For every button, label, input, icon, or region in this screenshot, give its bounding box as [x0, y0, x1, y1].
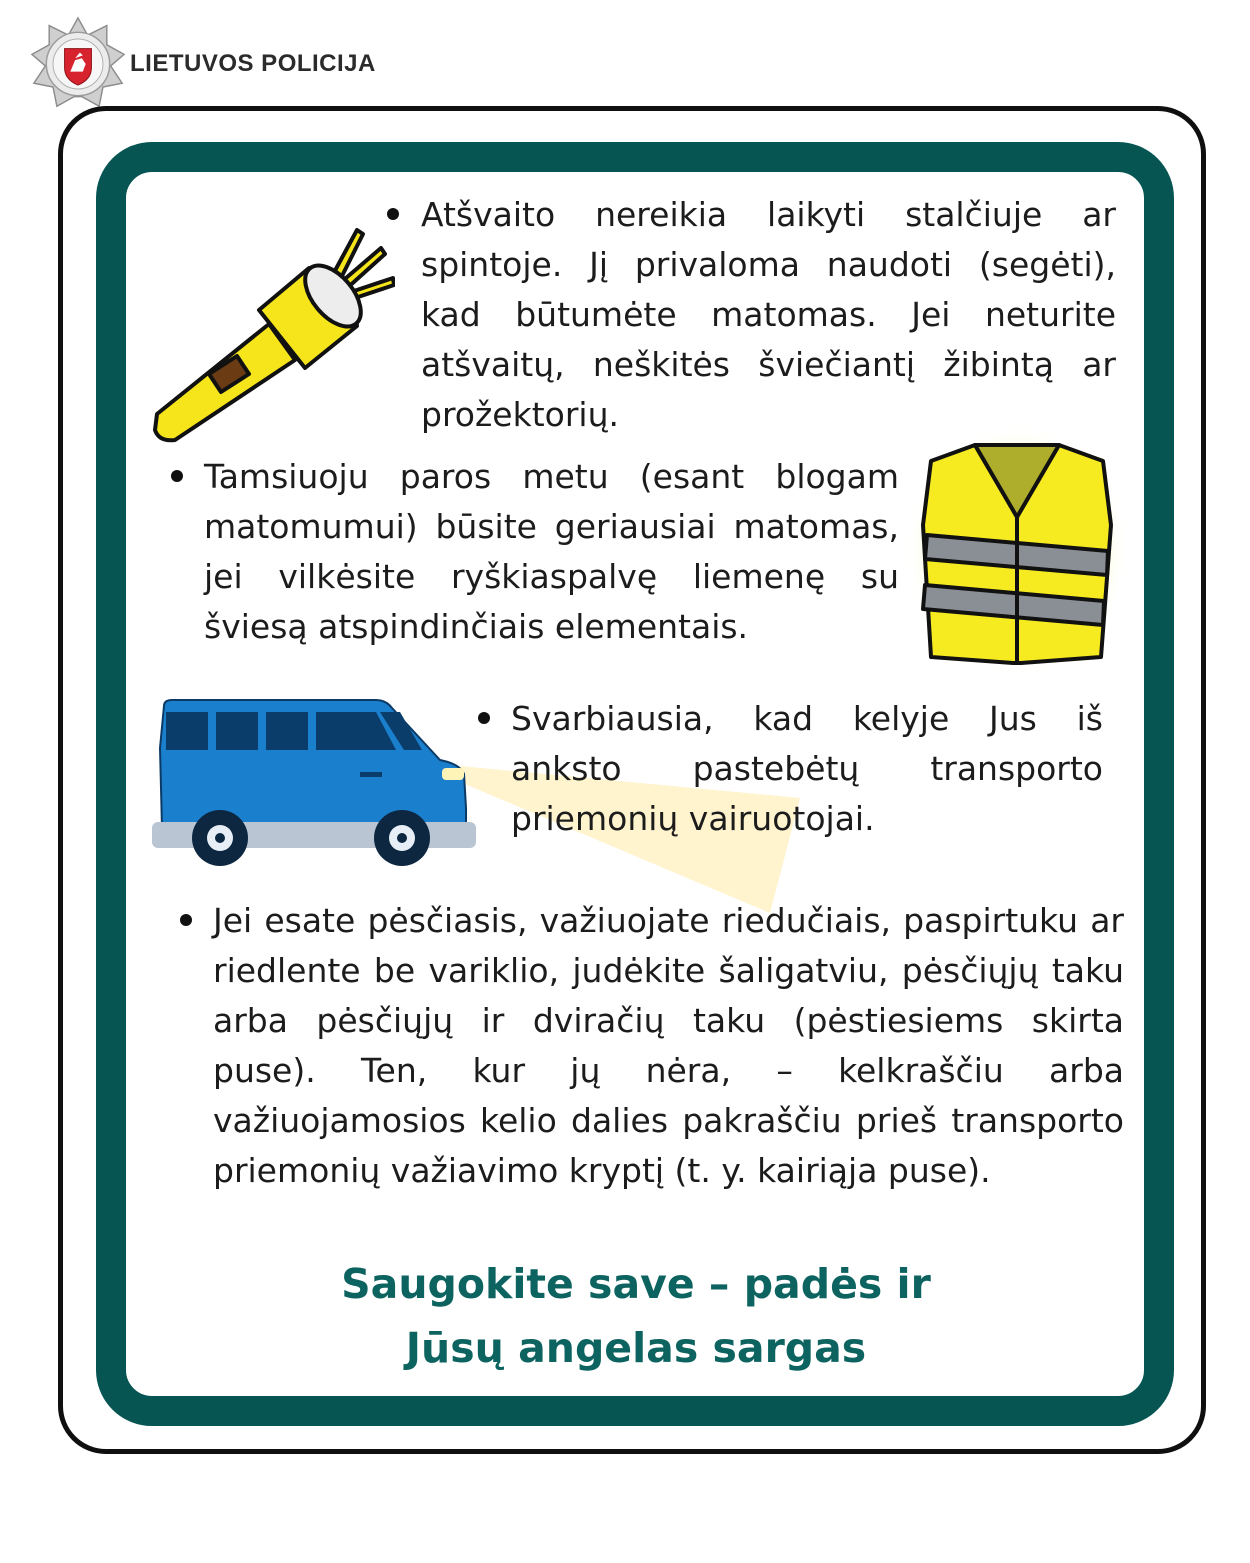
slogan-line-2: Jūsų angelas sargas [405, 1324, 867, 1372]
safety-vest-icon [905, 425, 1130, 675]
item-3-text: Svarbiausia, kad kelyje Jus iš anksto pastebėtų transporto priemonių vairuotojai. [511, 699, 1103, 838]
slogan-line-1: Saugokite save – padės ir [341, 1260, 931, 1308]
police-badge-icon [30, 16, 126, 112]
bullet-3 [478, 712, 490, 724]
bullet-2 [171, 470, 183, 482]
item-1-text: Atšvaito nereikia laikyti stalčiuje ar spintoje. Jį privaloma naudoti (segėti), kad būtumėte matomas. Jei neturite atšvaitų, neškitės šviečiantį žibintą ar prožektorių. [421, 195, 1116, 434]
organization-name: LIETUVOS POLICIJA [130, 50, 376, 77]
bullet-4 [180, 914, 192, 926]
item-2-text: Tamsiuoju paros metu (esant blogam matomumui) būsite geriausiai matomas, jei vilkėsite ryškiaspalvę liemenę su šviesą atspindinčiais elementais. [204, 457, 899, 646]
slogan [126, 1252, 1146, 1380]
item-4-text: Jei esate pėsčiasis, važiuojate riedučiais, paspirtuku ar riedlente be variklio, judėkite šaligatviu, pėsčiųjų taku arba pėsčiųjų ir dviračių taku (pėstiesiems skirta puse). Ten, kur jų nėra, – kelkraščiu arba važiuojamosios kelio dalies pakraščiu prieš transporto priemonių važiavimo kryptį (t. y. kairiąja puse). [213, 901, 1124, 1190]
flashlight-icon [145, 218, 395, 448]
bullet-1 [387, 208, 399, 220]
header [30, 16, 376, 112]
